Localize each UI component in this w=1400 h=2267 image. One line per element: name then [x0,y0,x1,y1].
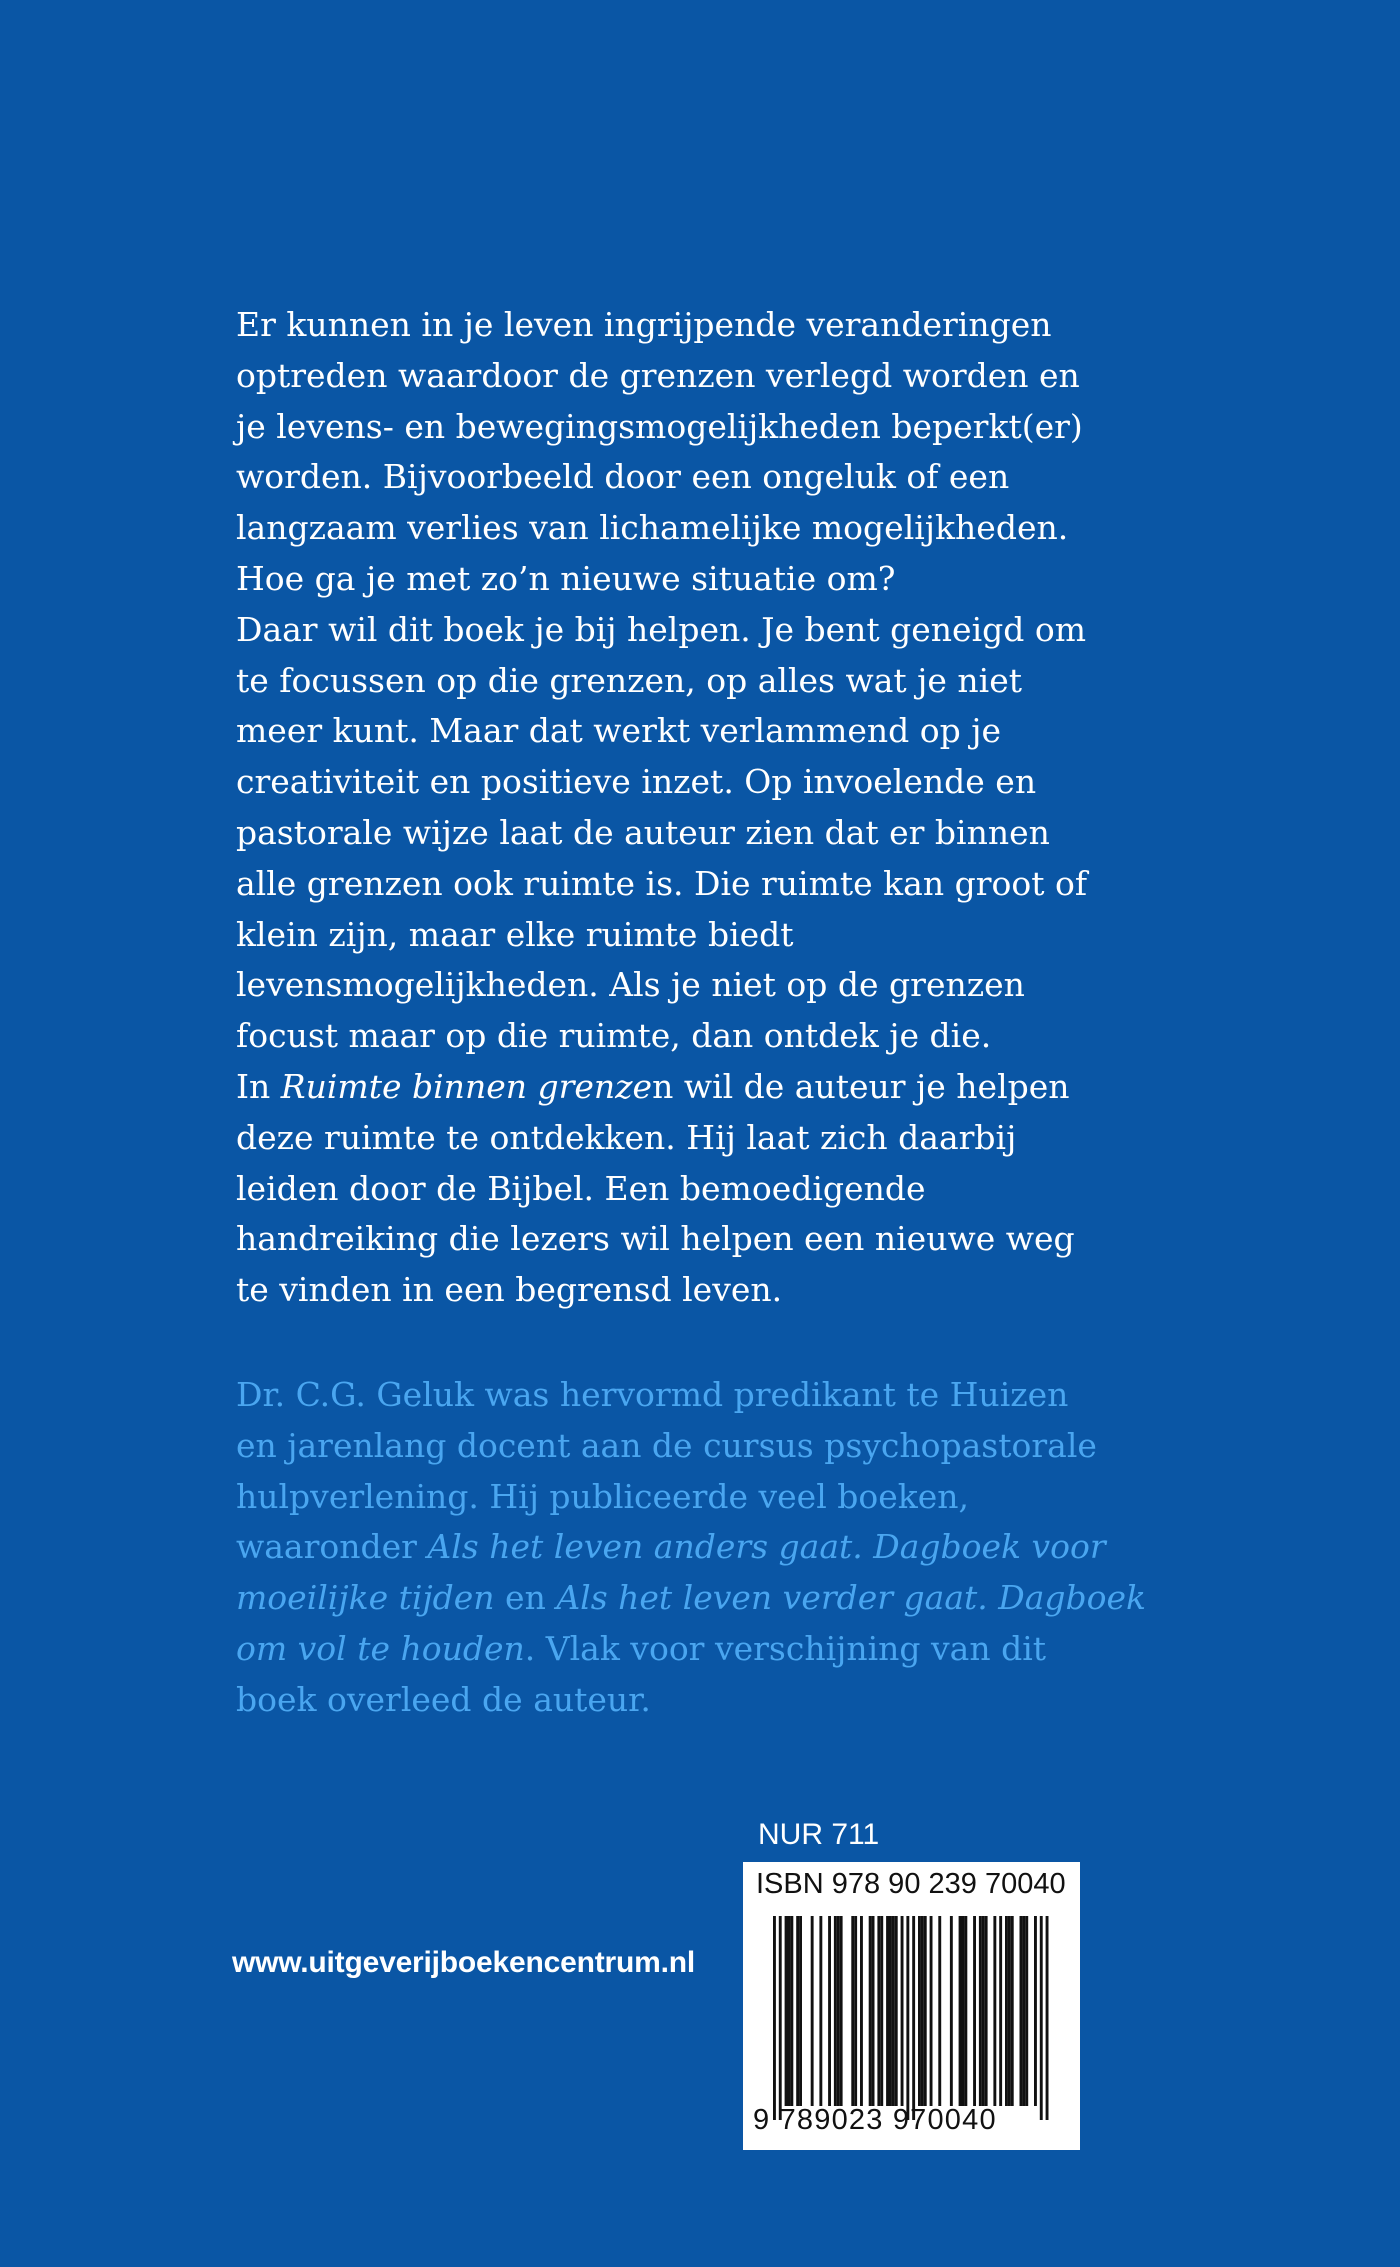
barcode-bar [877,1916,880,2106]
barcode-bar [834,1916,837,2106]
barcode-bar [895,1916,898,2106]
barcode-bar [924,1916,927,2106]
isbn-label: ISBN 978 90 239 70040 [756,1868,1066,1900]
barcode-bar [811,1916,814,2106]
barcode-bar [979,1916,982,2106]
nur-code: NUR 711 [758,1818,880,1851]
barcode-bar [1025,1916,1028,2106]
barcode-bar [854,1916,857,2106]
blurb-part-1: Er kunnen in je leven ingrijpende veranderingen optreden waardoor de grenzen verlegd worden en je levens- en bewegingsmogelijkheden beperkt(er) worden. Bijvoorbeeld door een ongeluk of een langzaam verlies van lichamelijke mogelijkheden. Hoe ga je met zo’n nieuwe situatie om? Daar wil dit boek je bij helpen. Je bent geneigd om te focussen op die grenzen, op alles wat je niet meer kunt. Maar dat werkt verlammend op je creativiteit en positieve inzet. Op invoelende en pastorale wijze laat de auteur zien dat er binnen alle grenzen ook ruimte is. Die ruimte kan groot of klein zijn, maar elke ruimte biedt levensmogelijkheden. Als je niet op de grenzen focust maar op die ruimte, dan ontdek je die. In [236,305,1088,1106]
barcode-bar [921,1916,924,2106]
barcode-bar [1020,1916,1023,2106]
barcode-bar [930,1916,933,2106]
barcode-bar [1046,1916,1049,2120]
barcode-bar [788,1916,791,2106]
barcode-bar [860,1916,863,2106]
bio-book-title-2: Als het leven verder gaat. Dagboek om vol te houden [236,1578,1147,1668]
barcode-bar [773,1916,776,2120]
barcode-bar [950,1916,953,2106]
barcode-bar [959,1916,962,2106]
bio-part-3: . Vlak voor verschijning van dit boek overleed de auteur. [236,1628,1047,1719]
isbn-barcode [743,1862,1080,2150]
barcode-bar [819,1916,822,2106]
barcode-bar [938,1916,941,2106]
barcode-bar [1005,1916,1008,2106]
barcode-bar [880,1916,883,2106]
barcode-bar [869,1916,872,2106]
barcode-bar [906,1916,909,2120]
barcode-bar [973,1916,976,2106]
barcode-bar [985,1916,988,2106]
book-title-italic: Ruimte binnen grenze [280,1066,653,1106]
barcode-digits: 9 789023 970040 [753,2104,997,2136]
barcode-bar [962,1916,965,2106]
publisher-website-link[interactable]: www.uitgeverijboekencentrum.nl [232,1946,695,1979]
barcode-bar [901,1916,904,2106]
barcode-bar [851,1916,854,2106]
bio-book-title-1: Als het leven anders gaat. Dagboek voor moeilijke tijden [236,1527,1106,1618]
barcode-bar [1034,1916,1037,2106]
barcode-bar [918,1916,921,2106]
barcode-bar [1022,1916,1025,2106]
barcode-bar [799,1916,802,2106]
barcode-bar [889,1916,892,2106]
barcode-bar [982,1916,985,2106]
barcode-bar [796,1916,799,2106]
barcode-bar [964,1916,967,2106]
barcode-bar [840,1916,843,2106]
bio-part-1: Dr. C.G. Geluk was hervormd predikant te Huizen en jarenlang docent aan de cursus psychopastorale hulpverlening. Hij publiceerde veel boeken, waaronder [236,1375,1097,1567]
barcode-bar [785,1916,788,2106]
barcode-bar [828,1916,831,2106]
barcode-bar [886,1916,889,2106]
barcode-bar [1011,1916,1014,2106]
blurb-text [236,300,1176,1316]
blurb-part-2: n wil de auteur je helpen deze ruimte te ontdekken. Hij laat zich daarbij leiden door de Bijbel. Een bemoedigende handreiking die lezers wil helpen een nieuwe weg te vinden in een begrensd leven. [236,1066,1075,1310]
bio-part-2: en [494,1578,557,1618]
barcode-bar [872,1916,875,2106]
barcode-bar [912,1916,915,2120]
barcode-bar [1008,1916,1011,2106]
barcode-bar [837,1916,840,2106]
barcode-bar [1040,1916,1043,2120]
barcode-bar [892,1916,895,2106]
barcode-bar [999,1916,1002,2106]
barcode-bar [993,1916,996,2106]
author-bio [236,1370,1176,1726]
barcode-bar [779,1916,782,2120]
barcode-bar [790,1916,793,2106]
